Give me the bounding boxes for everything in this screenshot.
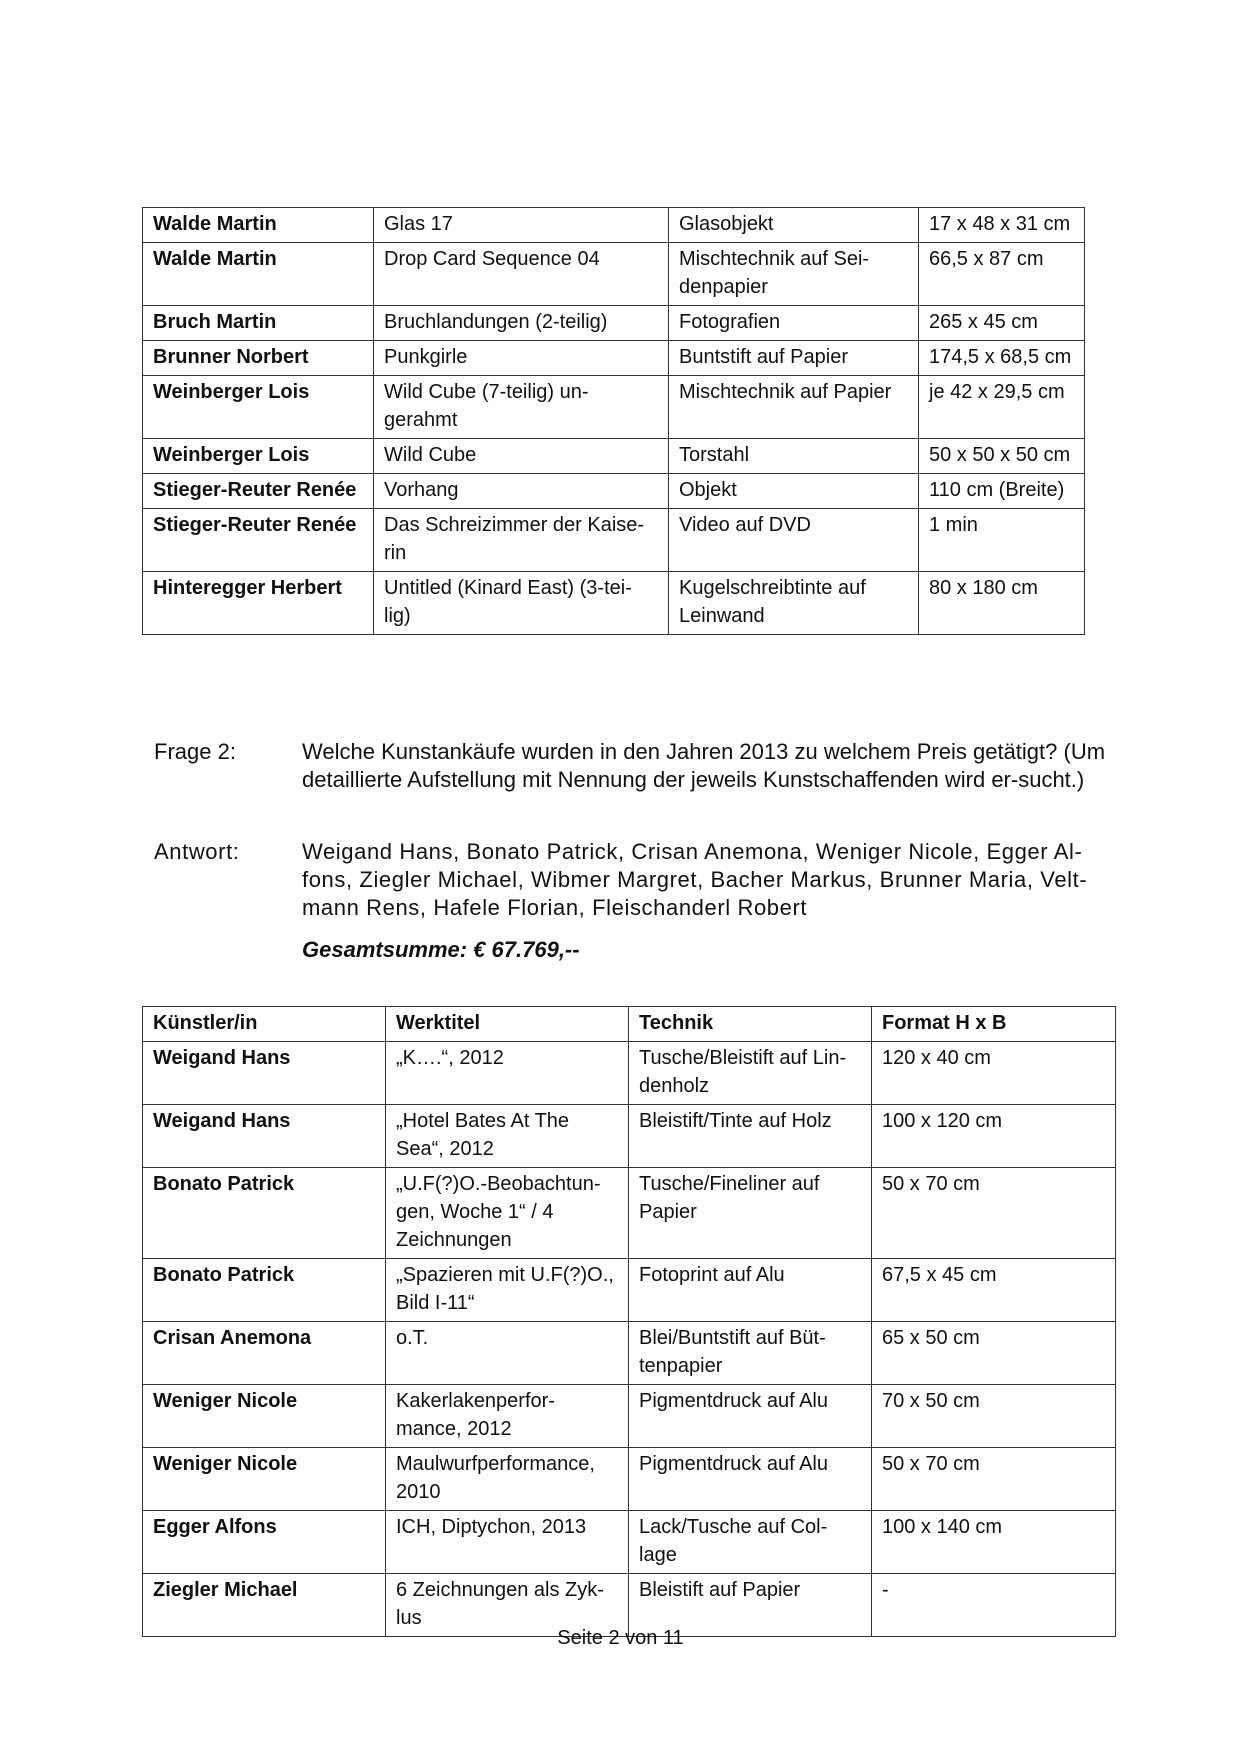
cell-format: 50 x 70 cm (872, 1168, 1116, 1259)
table-row (143, 572, 1085, 635)
answer-label: Antwort: (154, 839, 240, 864)
cell-format: - (872, 1574, 1116, 1637)
cell-title: Wild Cube (374, 439, 669, 474)
cell-artist: Crisan Anemona (143, 1322, 386, 1385)
table-row (143, 341, 1085, 376)
cell-title: Bruchlandungen (2-teilig) (374, 306, 669, 341)
table-header-row (143, 1007, 1116, 1042)
artworks-table-2-body (143, 1042, 1116, 1637)
header-title: Werktitel (386, 1007, 629, 1042)
cell-technique: Torstahl (669, 439, 919, 474)
cell-title: Das Schreizimmer der Kaise-rin (374, 509, 669, 572)
total-sum: Gesamtsumme: € 67.769,-- (302, 937, 580, 962)
header-artist: Künstler/in (143, 1007, 386, 1042)
cell-artist: Weinberger Lois (143, 439, 374, 474)
table-row (143, 1448, 1116, 1511)
table-row (143, 306, 1085, 341)
cell-technique: Tusche/Fineliner auf Papier (629, 1168, 872, 1259)
cell-format: 265 x 45 cm (919, 306, 1085, 341)
cell-title: Maulwurfperformance, 2010 (386, 1448, 629, 1511)
cell-technique: Pigmentdruck auf Alu (629, 1448, 872, 1511)
cell-technique: Mischtechnik auf Sei-denpapier (669, 243, 919, 306)
cell-technique: Buntstift auf Papier (669, 341, 919, 376)
cell-title: „U.F(?)O.-Beobachtun-gen, Woche 1“ / 4 Zeichnungen (386, 1168, 629, 1259)
table-row (143, 474, 1085, 509)
table-row (143, 243, 1085, 306)
cell-artist: Stieger-Reuter Renée (143, 474, 374, 509)
cell-technique: Fotoprint auf Alu (629, 1259, 872, 1322)
table-row (143, 1105, 1116, 1168)
cell-format: 174,5 x 68,5 cm (919, 341, 1085, 376)
table-row (143, 1259, 1116, 1322)
cell-title: „K….“, 2012 (386, 1042, 629, 1105)
cell-technique: Fotografien (669, 306, 919, 341)
cell-technique: Bleistift/Tinte auf Holz (629, 1105, 872, 1168)
cell-title: Vorhang (374, 474, 669, 509)
cell-artist: Weinberger Lois (143, 376, 374, 439)
question-label: Frage 2: (154, 739, 236, 764)
cell-artist: Weniger Nicole (143, 1385, 386, 1448)
cell-technique: Tusche/Bleistift auf Lin-denholz (629, 1042, 872, 1105)
table-row (143, 1168, 1116, 1259)
cell-technique: Mischtechnik auf Papier (669, 376, 919, 439)
cell-technique: Bleistift auf Papier (629, 1574, 872, 1637)
cell-format: 120 x 40 cm (872, 1042, 1116, 1105)
question-text: Welche Kunstankäufe wurden in den Jahren 2013 zu welchem Preis getätigt? (Um detaillierte Aufstellung mit Nennung der jeweils Kunstschaffenden wird er-sucht.) (302, 739, 1106, 792)
cell-format: 100 x 140 cm (872, 1511, 1116, 1574)
cell-artist: Walde Martin (143, 208, 374, 243)
cell-artist: Brunner Norbert (143, 341, 374, 376)
cell-title: „Spazieren mit U.F(?)O., Bild I-11“ (386, 1259, 629, 1322)
cell-format: 1 min (919, 509, 1085, 572)
cell-technique: Lack/Tusche auf Col-lage (629, 1511, 872, 1574)
cell-artist: Walde Martin (143, 243, 374, 306)
answer-text: Weigand Hans, Bonato Patrick, Crisan Anemona, Weniger Nicole, Egger Al-fons, Ziegler Michael, Wibmer Margret, Bacher Markus, Brunner Maria, Velt-mann Rens, Hafele Florian, Fleischanderl Robert (302, 839, 1088, 920)
cell-artist: Bonato Patrick (143, 1259, 386, 1322)
cell-artist: Egger Alfons (143, 1511, 386, 1574)
cell-title: ICH, Diptychon, 2013 (386, 1511, 629, 1574)
cell-artist: Bruch Martin (143, 306, 374, 341)
cell-title: „Hotel Bates At The Sea“, 2012 (386, 1105, 629, 1168)
cell-format: 80 x 180 cm (919, 572, 1085, 635)
cell-artist: Weigand Hans (143, 1105, 386, 1168)
table-row (143, 509, 1085, 572)
header-technique: Technik (629, 1007, 872, 1042)
cell-technique: Pigmentdruck auf Alu (629, 1385, 872, 1448)
table-row (143, 1322, 1116, 1385)
cell-format: 17 x 48 x 31 cm (919, 208, 1085, 243)
cell-format: 50 x 50 x 50 cm (919, 439, 1085, 474)
cell-title: Kakerlakenperfor-mance, 2012 (386, 1385, 629, 1448)
cell-artist: Bonato Patrick (143, 1168, 386, 1259)
cell-artist: Weniger Nicole (143, 1448, 386, 1511)
cell-title: Untitled (Kinard East) (3-tei-lig) (374, 572, 669, 635)
artworks-table-2 (142, 1006, 1116, 1637)
cell-title: Wild Cube (7-teilig) un-gerahmt (374, 376, 669, 439)
cell-format: 110 cm (Breite) (919, 474, 1085, 509)
cell-technique: Blei/Buntstift auf Büt-tenpapier (629, 1322, 872, 1385)
table-row (143, 376, 1085, 439)
cell-format: 67,5 x 45 cm (872, 1259, 1116, 1322)
table-row (143, 1385, 1116, 1448)
cell-format: je 42 x 29,5 cm (919, 376, 1085, 439)
cell-technique: Kugelschreibtinte auf Leinwand (669, 572, 919, 635)
cell-artist: Ziegler Michael (143, 1574, 386, 1637)
cell-format: 66,5 x 87 cm (919, 243, 1085, 306)
artworks-table-1 (142, 207, 1085, 635)
table-row (143, 1042, 1116, 1105)
cell-technique: Video auf DVD (669, 509, 919, 572)
page-number: Seite 2 von 11 (557, 1627, 684, 1649)
cell-title: 6 Zeichnungen als Zyk-lus (386, 1574, 629, 1637)
cell-technique: Glasobjekt (669, 208, 919, 243)
cell-format: 50 x 70 cm (872, 1448, 1116, 1511)
table-row (143, 439, 1085, 474)
table-row (143, 208, 1085, 243)
cell-artist: Hinteregger Herbert (143, 572, 374, 635)
cell-title: Drop Card Sequence 04 (374, 243, 669, 306)
cell-title: Punkgirle (374, 341, 669, 376)
cell-format: 100 x 120 cm (872, 1105, 1116, 1168)
cell-technique: Objekt (669, 474, 919, 509)
table-row (143, 1511, 1116, 1574)
cell-artist: Stieger-Reuter Renée (143, 509, 374, 572)
cell-artist: Weigand Hans (143, 1042, 386, 1105)
cell-format: 65 x 50 cm (872, 1322, 1116, 1385)
cell-title: Glas 17 (374, 208, 669, 243)
cell-format: 70 x 50 cm (872, 1385, 1116, 1448)
cell-title: o.T. (386, 1322, 629, 1385)
artworks-table-1-body (143, 208, 1085, 635)
header-format: Format H x B (872, 1007, 1116, 1042)
